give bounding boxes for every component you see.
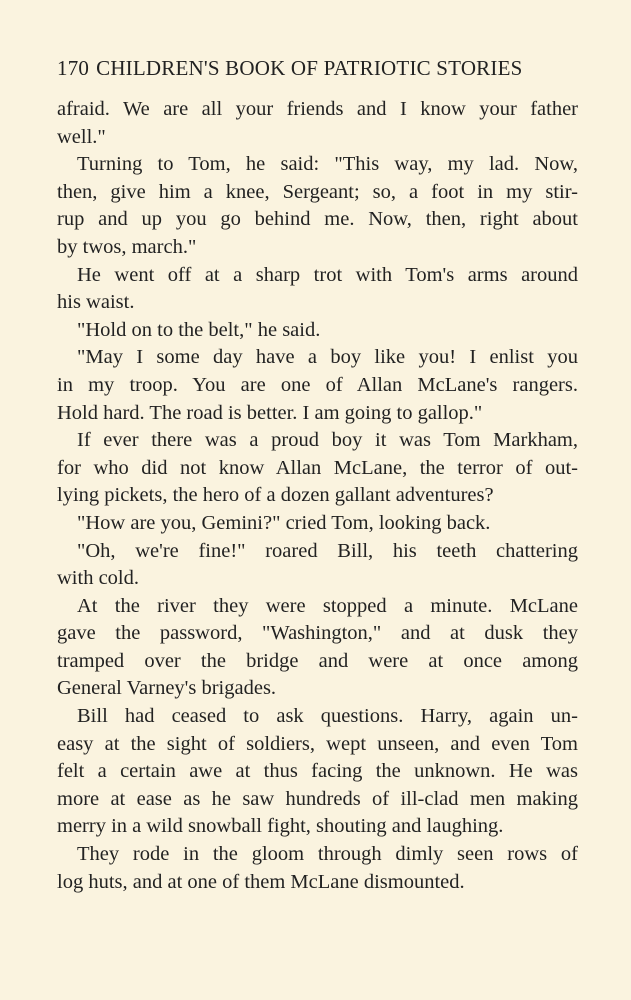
text-line: gave the password, "Washington," and at dusk they (57, 622, 578, 645)
text-line: more at ease as he saw hundreds of ill-clad men making (57, 787, 578, 810)
text-line: his waist. (57, 291, 135, 314)
text-line: well." (57, 125, 106, 148)
text-line: "How are you, Gemini?" cried Tom, looking back. (77, 511, 491, 534)
text-line: Turning to Tom, he said: "This way, my lad. Now, (77, 153, 578, 176)
text-line: lying pickets, the hero of a dozen gallant adventures? (57, 484, 494, 507)
text-line: by twos, march." (57, 235, 197, 258)
text-line: Hold hard. The road is better. I am going to gallop." (57, 401, 483, 424)
text-line: General Varney's brigades. (57, 677, 277, 700)
text-line: with cold. (57, 567, 139, 590)
text-line: tramped over the bridge and were at once among (57, 649, 578, 672)
page-number: 170 (57, 56, 90, 80)
text-line: They rode in the gloom through dimly seen rows of (77, 843, 578, 866)
running-header (57, 55, 577, 81)
text-line: for who did not know Allan McLane, the terror of out- (57, 456, 578, 479)
text-line: felt a certain awe at thus facing the unknown. He was (57, 760, 578, 783)
body-text (57, 96, 578, 896)
book-title: CHILDREN'S BOOK OF PATRIOTIC STORIES (96, 56, 523, 80)
text-line: "Hold on to the belt," he said. (77, 318, 321, 341)
text-line: then, give him a knee, Sergeant; so, a foot in my stir- (57, 180, 578, 203)
text-line: "May I some day have a boy like you! I enlist you (77, 346, 578, 369)
text-line: afraid. We are all your friends and I know your father (57, 98, 578, 120)
text-line: easy at the sight of soldiers, wept unseen, and even Tom (57, 732, 578, 755)
text-line: rup and up you go behind me. Now, then, right about (57, 208, 578, 231)
text-line: log huts, and at one of them McLane dismounted. (57, 870, 465, 893)
text-line: Bill had ceased to ask questions. Harry, again un- (77, 705, 578, 728)
text-line: At the river they were stopped a minute. McLane (77, 594, 578, 617)
text-line: merry in a wild snowball fight, shouting and laughing. (57, 815, 504, 838)
text-line: in my troop. You are one of Allan McLane's rangers. (57, 373, 578, 396)
text-line: He went off at a sharp trot with Tom's arms around (77, 263, 578, 286)
text-line: If ever there was a proud boy it was Tom Markham, (77, 429, 578, 452)
text-line: "Oh, we're fine!" roared Bill, his teeth chattering (77, 539, 578, 562)
